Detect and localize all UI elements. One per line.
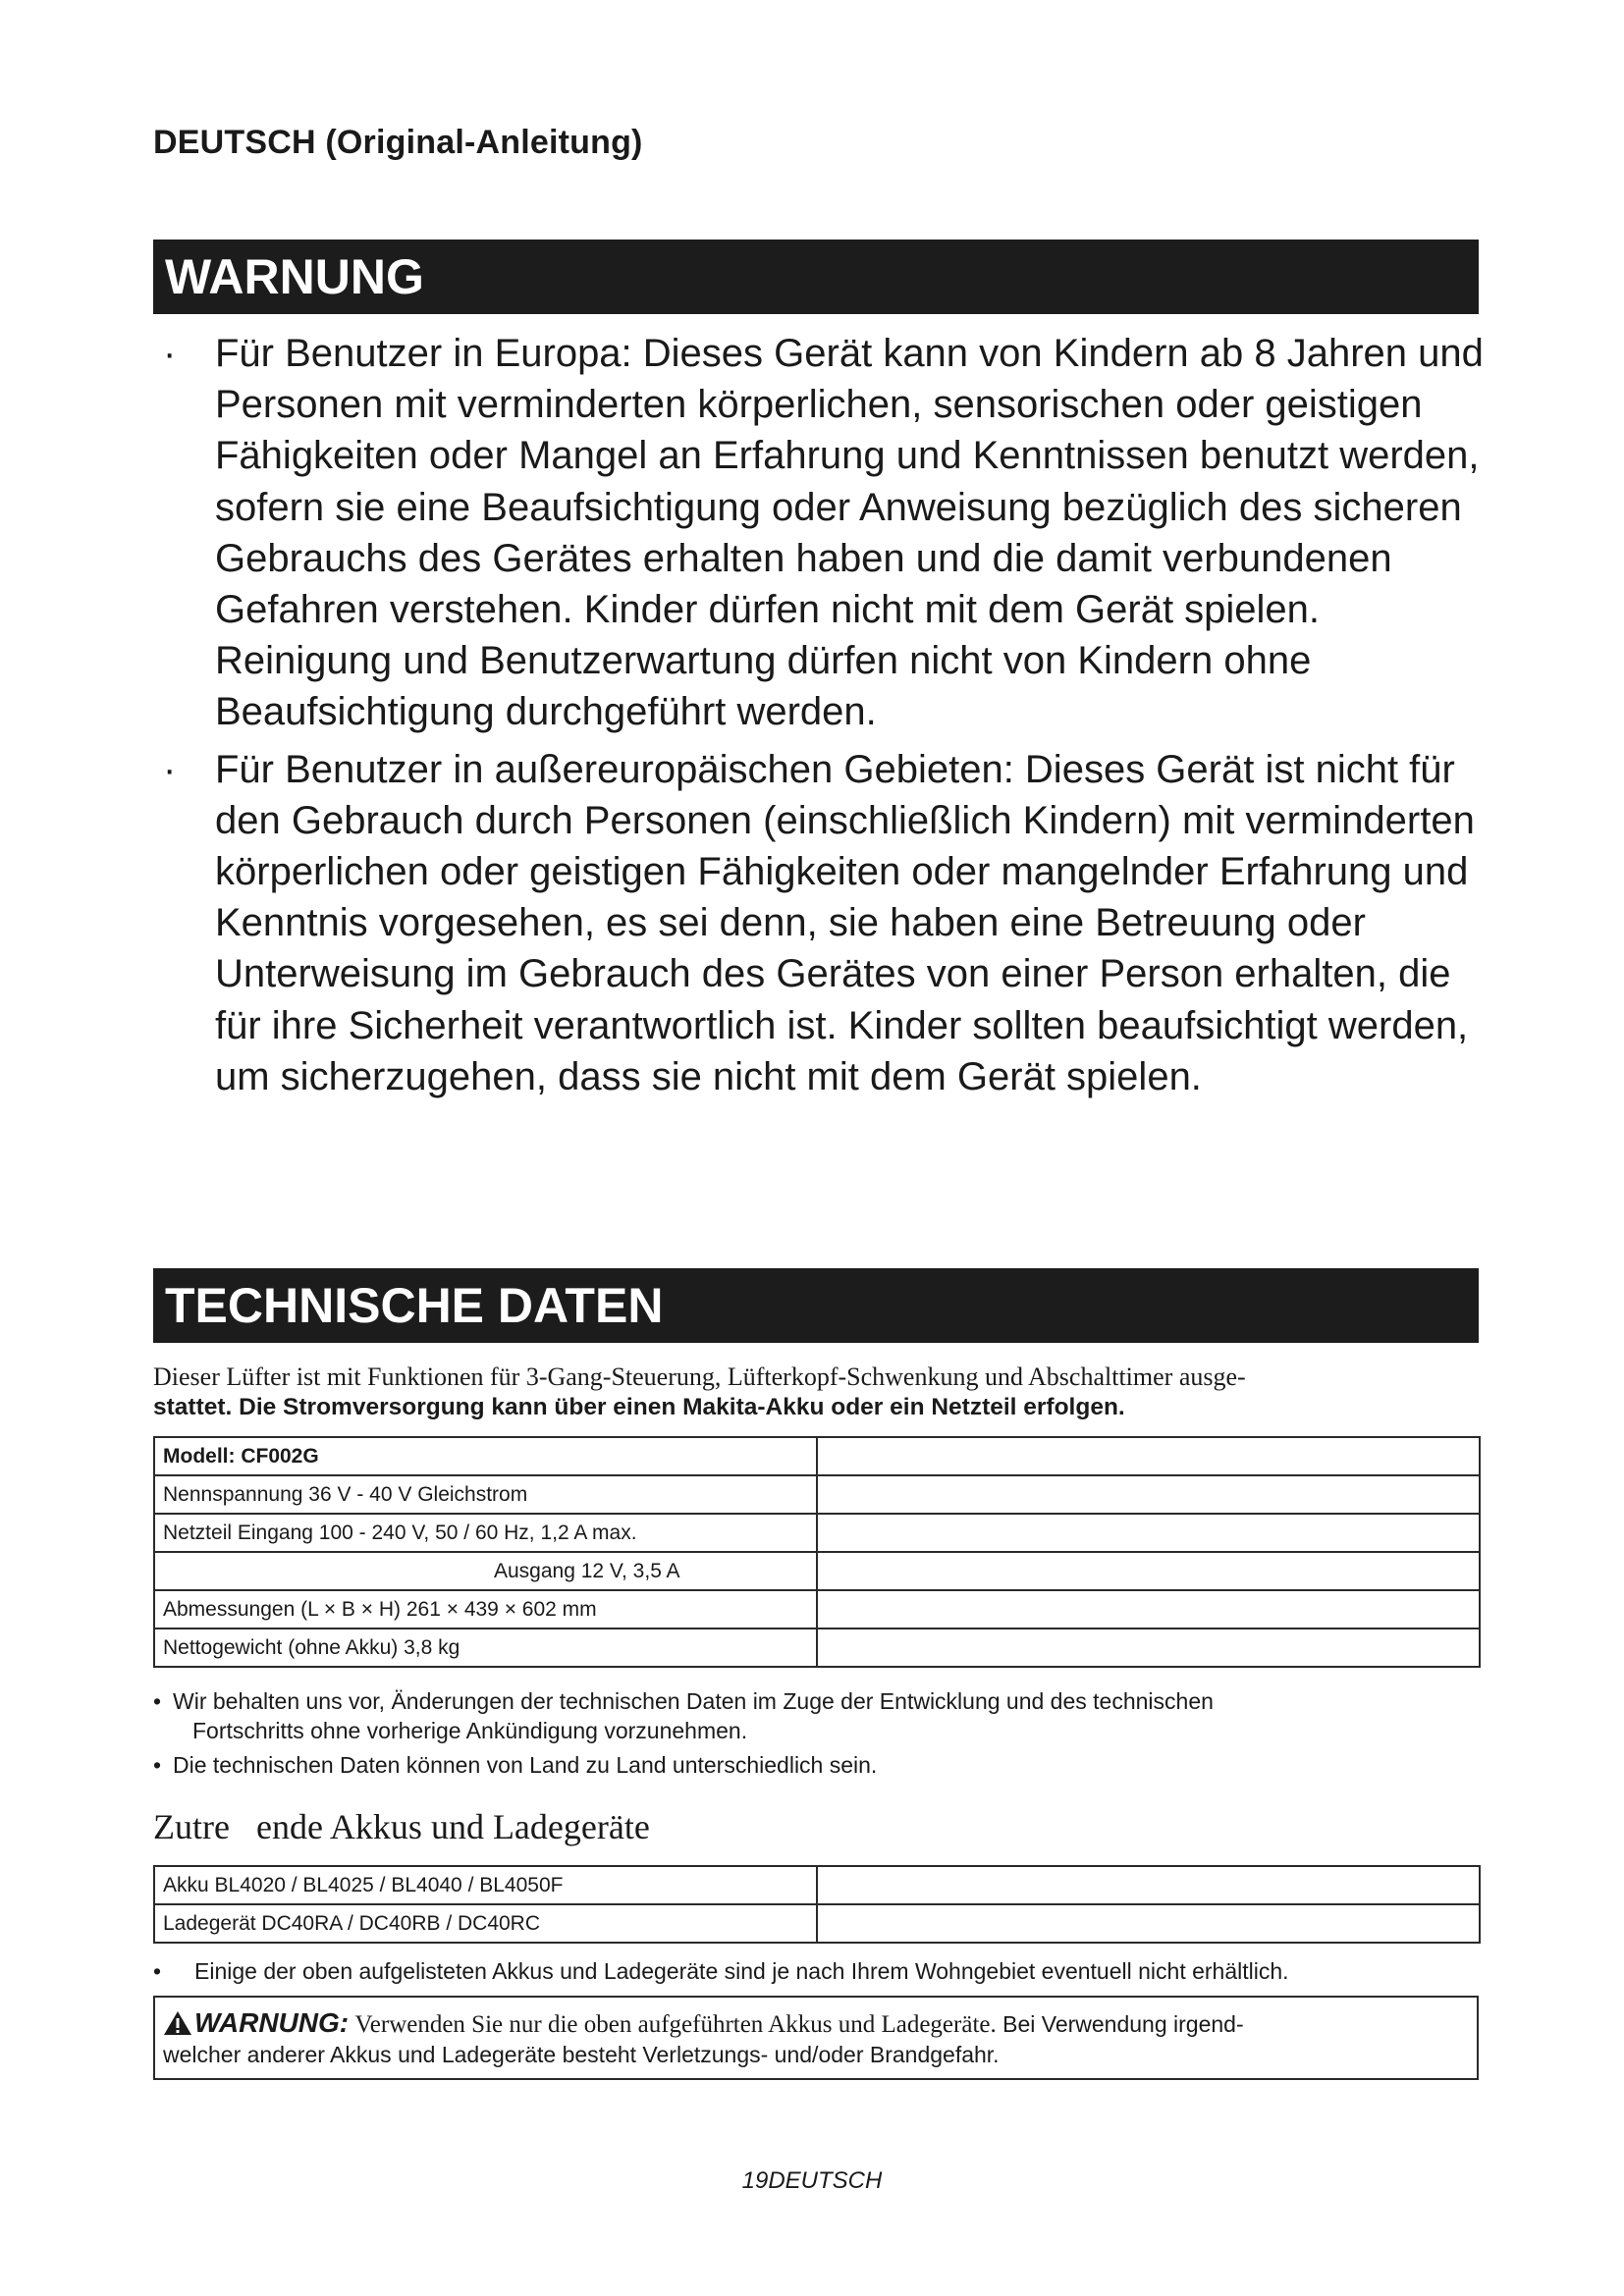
spec-value-cell — [817, 1590, 1480, 1629]
warning-text-part3: welcher anderer Akkus und Ladegeräte besteht Verletzungs- und/oder Brandgefahr. — [163, 2042, 1000, 2067]
spec-voltage: Nennspannung 36 V - 40 V Gleichstrom — [154, 1475, 817, 1514]
tech-data-section-title: TECHNISCHE DATEN — [153, 1268, 1479, 1343]
spec-adapter-input: Netzteil Eingang 100 - 240 V, 50 / 60 Hz, 1,2 A max. — [154, 1514, 817, 1552]
spec-dimensions: Abmessungen (L × B × H) 261 × 439 × 602 mm — [154, 1590, 817, 1629]
table-row — [154, 1629, 1480, 1667]
accessories-heading: Zutre ende Akkus und Ladegeräte — [153, 1807, 650, 1846]
table-row — [154, 1866, 1480, 1904]
bullet-icon: • — [153, 1752, 162, 1778]
spec-value-cell — [817, 1552, 1480, 1590]
table-row — [154, 1552, 1480, 1590]
warning-list — [153, 328, 1489, 1108]
spec-table — [153, 1436, 1481, 1668]
warning-triangle-icon — [163, 2010, 192, 2036]
note-text: Die technischen Daten können von Land zu Land unterschiedlich sein. — [173, 1752, 878, 1778]
availability-note-text: Einige der oben aufgelisteten Akkus und Ladegeräte sind je nach Ihrem Wohngebiet eventuell nicht erhältlich. — [194, 1958, 1289, 1984]
warning-text-part1: Verwenden Sie nur die oben aufgeführten Akkus und Ladegeräte. — [354, 2011, 997, 2038]
warning-label: WARNUNG: — [194, 2007, 350, 2038]
warning-item-text: Für Benutzer in Europa: Dieses Gerät kann von Kindern ab 8 Jahren und Personen mit verminderten körperlichen, sensorischen oder geistigen Fähigkeiten oder Mangel an Erfahrung und Kenntnissen benutzt werden, sofern sie eine Beaufsichtigung oder Anweisung bezüglich des sicheren Gebrauchs des Gerätes erhalten haben und die damit verbundenen Gefahren verstehen. Kinder dürfen nicht mit dem Gerät spielen. Reinigung und Benutzerwartung dürfen nicht von Kindern ohne Beaufsichtigung durchgeführt werden. — [215, 332, 1484, 734]
note-text: Wir behalten uns vor, Änderungen der technischen Daten im Zuge der Entwicklung und des technischen — [173, 1688, 1214, 1714]
spec-value-cell — [817, 1475, 1480, 1514]
accessory-value-cell — [817, 1866, 1480, 1904]
table-row — [154, 1437, 1480, 1475]
accessory-charger: Ladegerät DC40RA / DC40RB / DC40RC — [154, 1904, 817, 1943]
table-row — [154, 1475, 1480, 1514]
tech-intro-part1: Dieser Lüfter ist mit Funktionen für 3-Gang-Steuerung, Lüfterkopf-Schwenkung und Abschalttimer ausge- — [153, 1362, 1246, 1391]
spec-notes-list — [153, 1686, 1479, 1785]
warning-item-text: Für Benutzer in außereuropäischen Gebieten: Dieses Gerät ist nicht für den Gebrauch durch Personen (einschließlich Kindern) mit verminderten körperlichen oder geistigen Fähigkeiten oder mangelnder Erfahrung und Kenntnis vorgesehen, es sei denn, sie haben eine Betreuung oder Unterweisung im Gebrauch des Gerätes von einer Person erhalten, die für ihre Sicherheit verantwortlich ist. Kinder sollten beaufsichtigt werden, um sicherzugehen, dass sie nicht mit dem Gerät spielen. — [215, 747, 1475, 1098]
warning-section-title: WARNUNG — [153, 240, 1479, 314]
list-item — [153, 1686, 1479, 1745]
bullet-icon: • — [153, 1958, 162, 1984]
accessories-table — [153, 1865, 1481, 1944]
spec-value-cell — [817, 1514, 1480, 1552]
accessory-value-cell — [817, 1904, 1480, 1943]
table-row — [154, 1514, 1480, 1552]
warning-text-part2: Bei Verwendung irgend- — [1002, 2011, 1244, 2037]
bullet-icon: · — [163, 747, 177, 791]
note-text-continued: Fortschritts ohne vorherige Ankündigung vorzunehmen. — [192, 1718, 748, 1743]
battery-warning-box — [153, 1996, 1479, 2080]
list-item — [153, 1750, 1479, 1780]
spec-model: Modell: CF002G — [154, 1437, 817, 1475]
document-language-header: DEUTSCH (Original-Anleitung) — [153, 124, 643, 161]
bullet-icon: · — [163, 332, 177, 375]
spec-value-cell — [817, 1629, 1480, 1667]
table-row — [154, 1904, 1480, 1943]
tech-intro-part2: stattet. Die Stromversorgung kann über einen Makita-Akku oder ein Netzteil erfolgen. — [153, 1394, 1125, 1420]
table-row — [154, 1590, 1480, 1629]
bullet-icon: • — [153, 1688, 162, 1714]
accessory-battery: Akku BL4020 / BL4025 / BL4040 / BL4050F — [154, 1866, 817, 1904]
tech-intro-paragraph — [153, 1362, 1449, 1422]
page-footer: 19DEUTSCH — [741, 2167, 883, 2194]
spec-weight: Nettogewicht (ohne Akku) 3,8 kg — [154, 1629, 817, 1667]
warning-item-europe — [153, 328, 1489, 738]
warning-item-non-europe — [153, 744, 1489, 1102]
spec-value-cell — [817, 1437, 1480, 1475]
availability-note — [153, 1956, 1489, 1986]
spec-adapter-output: Ausgang 12 V, 3,5 A — [154, 1552, 817, 1590]
